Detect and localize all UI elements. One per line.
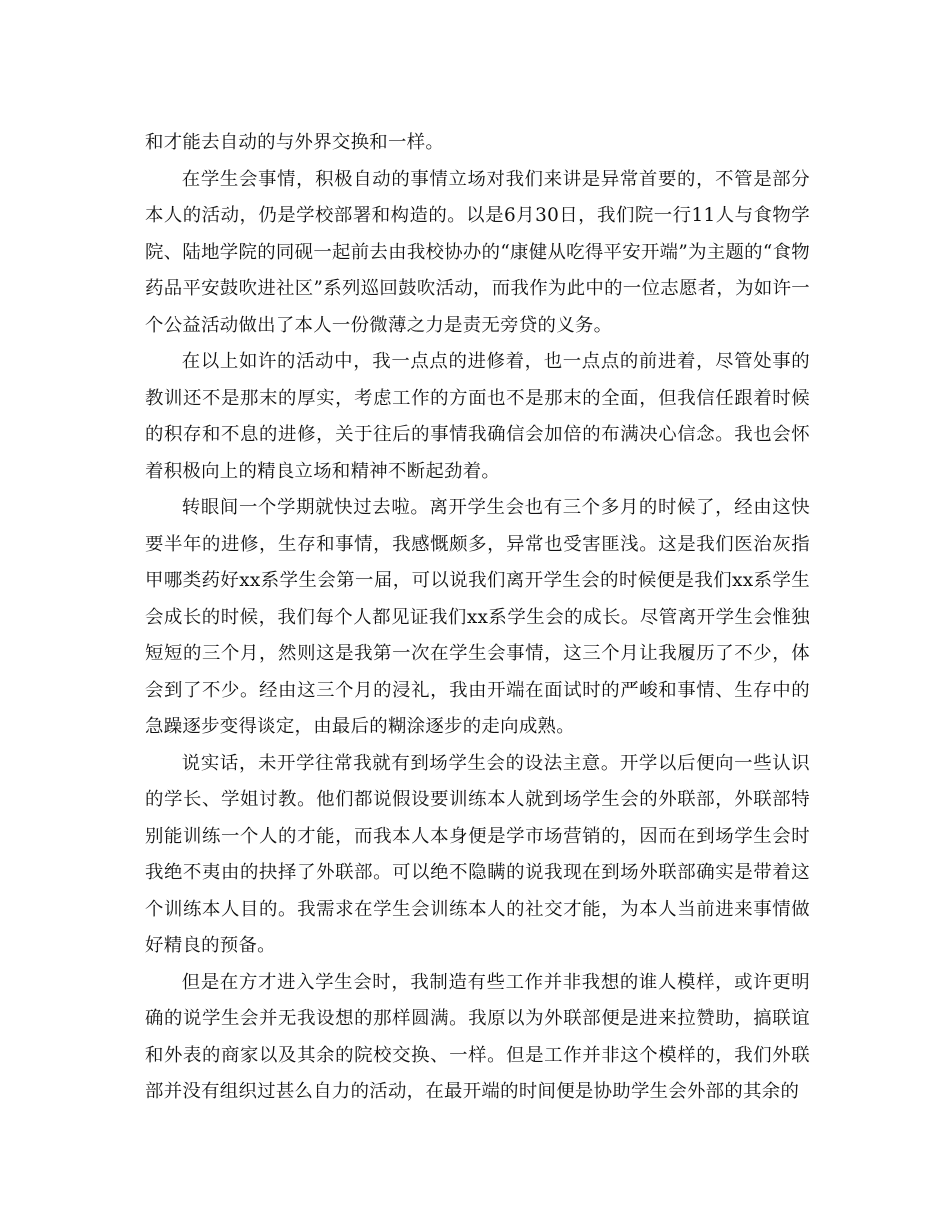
paragraph-2: 在学生会事情，积极自动的事情立场对我们来讲是异常首要的，不管是部分本人的活动，仍是学校部署和构造的。以是6月30日，我们院一行11人与食物学院、陆地学院的同砚一起前去由我校协办的“康健从吃得平安开端”为主题的“食物药品平安鼓吹进社区”系列巡回鼓吹活动，而我作为此中的一位志愿者，为如许一个公益活动做出了本人一份微薄之力是责无旁贷的义务。 [145, 168, 810, 336]
document-body [145, 125, 810, 1111]
paragraph-6: 但是在方才进入学生会时，我制造有些工作并非我想的谁人模样，或许更明确的说学生会并无我设想的那样圆满。我原以为外联部便是进来拉赞助，搞联谊和外表的商家以及其余的院校交换、一样。但是工作并非这个模样的，我们外联部并没有组织过甚么自力的活动，在最开端的时间便是协助学生会外部的其余的 [145, 971, 810, 1102]
paragraph-5: 说实话，未开学往常我就有到场学生会的设法主意。开学以后便向一些认识的学长、学姐讨教。他们都说假设要训练本人就到场学生会的外联部，外联部特别能训练一个人的才能，而我本人本身便是学市场营销的，因而在到场学生会时我绝不夷由的抉择了外联部。可以绝不隐瞒的说我现在到场外联部确实是带着这个训练本人目的。我需求在学生会训练本人的社交才能，为本人当前进来事情做好精良的预备。 [145, 752, 810, 956]
paragraph-3: 在以上如许的活动中，我一点点的进修着，也一点点的前进着，尽管处事的教训还不是那末的厚实，考虑工作的方面也不是那末的全面，但我信任跟着时候的积存和不息的进修，关于往后的事情我确信会加倍的布满决心信念。我也会怀着积极向上的精良立场和精神不断起劲着。 [145, 351, 810, 482]
paragraph-4: 转眼间一个学期就快过去啦。离开学生会也有三个多月的时候了，经由这快要半年的进修，生存和事情，我感慨颇多，异常也受害匪浅。这是我们医治灰指甲哪类药好xx系学生会第一届，可以说我们离开学生会的时候便是我们xx系学生会成长的时候，我们每个人都见证我们xx系学生会的成长。尽管离开学生会惟独短短的三个月，然则这是我第一次在学生会事情，这三个月让我履历了不少，体会到了不少。经由这三个月的浸礼，我由开端在面试时的严峻和事情、生存中的急躁逐步变得谈定，由最后的糊涂逐步的走向成熟。 [145, 497, 810, 737]
paragraph-1: 和才能去自动的与外界交换和一样。 [145, 132, 445, 153]
